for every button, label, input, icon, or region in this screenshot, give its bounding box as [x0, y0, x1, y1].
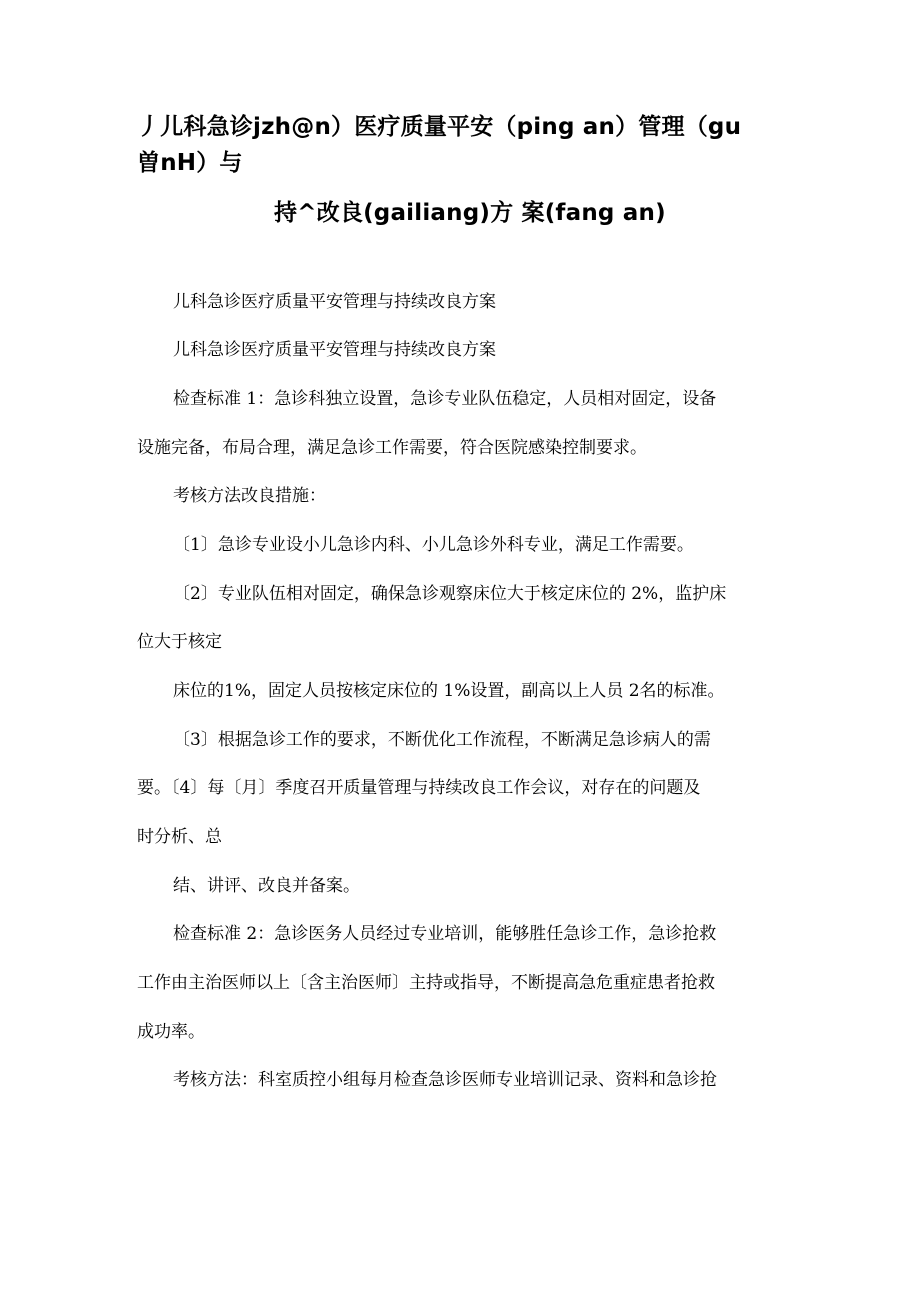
- assessment-method-2-line-1: 考核方法：科室质控小组每月检查急诊医师专业培训记录、资料和急诊抢: [173, 1070, 717, 1090]
- standard-2-line-3: 成功率。: [137, 1022, 205, 1042]
- measure-3-line-3: 时分析、总: [137, 827, 222, 847]
- standard-2-line-2: 工作由主治医师以上〔含主治医师〕主持或指导，不断提高急危重症患者抢救: [137, 973, 715, 993]
- measure-3-line-1: 〔3〕根据急诊工作的要求，不断优化工作流程，不断满足急诊病人的需: [173, 730, 711, 750]
- measure-1: 〔1〕急诊专业设小儿急诊内科、小儿急诊外科专业，满足工作需要。: [173, 535, 694, 555]
- measure-2-line-1: 〔2〕专业队伍相对固定，确保急诊观察床位大于核定床位的 2%，监护床: [173, 584, 727, 604]
- document-title-line-1: 丿儿科急诊jzh@n）医疗质量平安（ping an）管理（gu: [137, 114, 742, 140]
- paragraph-heading-2: 儿科急诊医疗质量平安管理与持续改良方案: [173, 340, 496, 360]
- standard-2-line-1: 检查标准 2：急诊医务人员经过专业培训，能够胜任急诊工作，急诊抢救: [173, 924, 717, 944]
- measure-2-line-3: 床位的1%，固定人员按核定床位的 1%设置，副高以上人员 2名的标准。: [173, 681, 725, 701]
- standard-1-line-2: 设施完备，布局合理，满足急诊工作需要，符合医院感染控制要求。: [137, 438, 647, 458]
- assessment-method-heading: 考核方法改良措施：: [173, 486, 326, 506]
- measure-2-line-2: 位大于核定: [137, 632, 222, 652]
- standard-1-line-1: 检查标准 1：急诊科独立设置，急诊专业队伍稳定，人员相对固定，设备: [173, 389, 717, 409]
- paragraph-heading-1: 儿科急诊医疗质量平安管理与持续改良方案: [173, 292, 496, 312]
- measure-3-line-4: 结、讲评、改良并备案。: [173, 876, 360, 896]
- measure-3-line-2: 要。〔4〕每〔月〕季度召开质量管理与持续改良工作会议，对存在的问题及: [137, 778, 701, 798]
- document-title-line-3: 持^改良(gailiang)方 案(fang an): [274, 200, 666, 226]
- document-title-line-2: 曽nH）与: [137, 150, 243, 176]
